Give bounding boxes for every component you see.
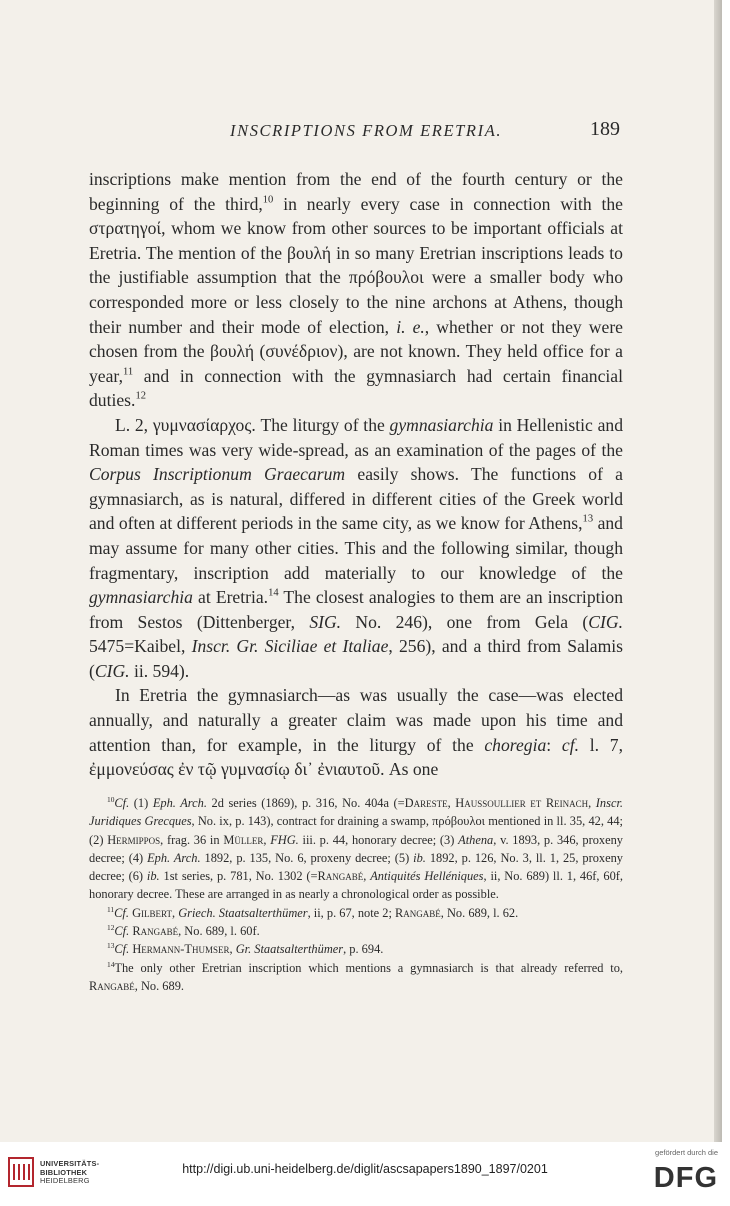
italic-term: ib.	[413, 850, 426, 865]
text-run: were a smaller body who corresponded more or less closely to the nine archons at Athens, though their number and their mode of election,	[89, 267, 623, 337]
text-run: 1892, p. 126, No. 3, ll. 1, 25, proxeny decree; (6)	[89, 850, 624, 884]
viewer-footer	[0, 1142, 730, 1206]
text-run: ,	[588, 796, 596, 810]
author-name: Hermippos	[107, 832, 161, 847]
text-run: inscriptions make mention from the end of the fourth century or the beginning of the third,	[89, 169, 623, 214]
text-run: No. 246), one from Gela (	[341, 611, 589, 632]
text-run: in so many Eretrian inscriptions leads to the justifiable assumption that the	[89, 242, 623, 288]
footnote-12	[89, 922, 623, 940]
text-run: (	[254, 341, 266, 362]
text-run: ,	[229, 942, 236, 957]
author-name: Dareste, Haussoullier et Reinach	[404, 796, 589, 810]
text-run: ), are not known. They held office for a year,	[89, 341, 623, 386]
library-line: BIBLIOTHEK	[40, 1167, 88, 1177]
text-run: . The liturgy of the	[251, 414, 390, 435]
italic-term: Athena	[458, 832, 494, 847]
footnote-ref-14[interactable]: 14	[268, 587, 279, 599]
italic-term: Inscr. Juridiques Grecques	[89, 796, 623, 829]
text-run: , p. 694.	[343, 942, 384, 957]
italic-term: Corpus Inscriptionum Graecarum	[89, 464, 346, 485]
italic-term: ib.	[146, 869, 160, 884]
greek-term: συνέδριον	[265, 341, 338, 362]
author-name: Müller	[223, 832, 264, 847]
italic-term: Cf.	[114, 942, 130, 957]
permalink-url[interactable]: http://digi.ub.uni-heidelberg.de/diglit/ascsapapers1890_1897/0201	[182, 1162, 548, 1176]
text-run: 1st series, p. 781, No. 1302 (=	[159, 869, 318, 884]
text-run: , No. 689, l. 60f.	[178, 924, 260, 939]
text-run: , whom we know from other sources to be important officials at Eretria. The mention of the	[89, 218, 623, 263]
author-name: Gilbert	[132, 905, 172, 920]
running-head	[130, 118, 620, 147]
greek-term: ἐμμονεύσας ἐν τῷ γυμνασίῳ δι᾽ ἐνιαυτοῦ	[89, 759, 381, 780]
text-run: and may assume for many other cities. This and the following similar, though fragmentary, inscription add materially to our knowledge of the	[89, 513, 623, 583]
text-run: ,	[171, 905, 179, 920]
author-name: Rangabé	[317, 869, 364, 884]
greek-term: στρατηγοί	[89, 218, 162, 239]
footnote-ref-10[interactable]: 10	[262, 194, 274, 206]
library-line: UNIVERSITÄTS-	[40, 1159, 100, 1168]
library-line: HEIDELBERG	[40, 1176, 90, 1186]
italic-term: Cf.	[114, 905, 129, 920]
text-run: , No. 689, l. 62.	[440, 905, 519, 920]
footnote-number: 13	[107, 941, 115, 951]
italic-term: gymnasiarchia	[89, 587, 193, 608]
italic-term: i. e.	[396, 316, 425, 337]
text-run: mentioned in ll. 35, 42, 44; (2)	[89, 814, 623, 847]
italic-term: Cf.	[114, 924, 130, 939]
footnote-number: 11	[107, 904, 115, 914]
italic-term: FHG.	[270, 832, 299, 847]
page-number: 189	[590, 118, 620, 140]
greek-term: πρόβουλοι	[348, 267, 424, 288]
text-run: (1)	[129, 796, 153, 810]
text-run: :	[546, 734, 562, 755]
italic-term: Antiquités Helléniques	[370, 869, 484, 884]
footnote-10	[89, 794, 623, 904]
main-text	[89, 167, 623, 782]
page-edge	[714, 0, 722, 1142]
author-name: Rangabé	[132, 924, 179, 939]
text-run: , No. 689.	[134, 978, 184, 993]
text-run: in Hellenistic and Roman times was very wide-spread, as an examination of the pages of the	[89, 414, 623, 460]
text-run: ,	[263, 832, 271, 847]
greek-term: γυμνασίαρχος	[152, 414, 252, 435]
footnote-ref-11[interactable]: 11	[122, 366, 134, 378]
footnote-14	[89, 959, 623, 996]
footnote-ref-13[interactable]: 13	[582, 513, 594, 525]
text-run: ,	[363, 869, 371, 884]
text-run: The closest analogies to them are an inscription from Sestos (Dittenberger,	[89, 587, 623, 632]
dfg-logo: DFG	[653, 1162, 718, 1194]
italic-term: CIG.	[588, 611, 623, 632]
italic-term: gymnasiarchia	[389, 414, 494, 435]
text-run: L. 2,	[115, 414, 153, 435]
text-run: and in connection with the gymnasiarch had certain financial duties.	[89, 365, 623, 411]
text-run: at Eretria.	[192, 587, 269, 608]
italic-term: choregia	[484, 734, 547, 755]
footnote-number: 14	[107, 959, 115, 969]
greek-term: βουλή	[287, 242, 332, 263]
footnote-ref-12[interactable]: 12	[135, 390, 146, 402]
text-run: In Eretria the gymnasiarch—as was usually the case—was elected annually, and naturally a greater claim was made upon his time and attention than, for example, in the liturgy of the	[89, 685, 623, 755]
greek-term: βουλή	[210, 341, 255, 362]
text-run: , frag. 36 in	[160, 832, 224, 847]
text-run: 2d series (1869), p. 316, No. 404a (=	[206, 796, 405, 810]
italic-term: cf.	[561, 734, 580, 755]
paragraph-2	[89, 413, 623, 684]
text-run: in nearly every case in connection with the	[273, 193, 623, 214]
text-run: 5475=Kaibel,	[89, 636, 192, 657]
footnote-13	[89, 940, 623, 958]
italic-term: Gr. Staatsalterthümer	[235, 942, 344, 957]
text-run: l. 7,	[579, 734, 623, 755]
text-run: , ii, No. 689) ll. 1, 46f, 60f, honorary decree. These are arranged in as nearly a chronological order as possible.	[89, 869, 623, 902]
text-run: ii. 594).	[129, 660, 190, 681]
text-run: , ii, p. 67, note 2;	[307, 905, 396, 920]
footnotes	[89, 794, 623, 995]
footnote-number: 12	[107, 922, 115, 932]
text-run: , 256), and a third from Salamis (	[89, 636, 623, 681]
funder-label: gefördert durch die	[655, 1148, 718, 1157]
italic-term: Cf.	[114, 796, 130, 810]
italic-term: Inscr. Gr. Siciliae et Italiae	[191, 636, 389, 657]
paragraph-1	[89, 167, 623, 413]
italic-term: Eph. Arch.	[147, 850, 201, 865]
italic-term: Eph. Arch.	[152, 796, 207, 810]
text-run: , No. ix, p. 143), contract for draining a swamp,	[191, 814, 433, 829]
author-name: Rangabé	[89, 978, 135, 993]
text-run: 1892, p. 135, No. 6, proxeny decree; (5)	[200, 850, 414, 865]
italic-term: Griech. Staatsalterthümer	[178, 905, 308, 920]
author-name: Hermann-Thumser	[132, 942, 230, 957]
text-run: , v. 1893, p. 346, proxeny decree; (4)	[89, 832, 623, 865]
italic-term: SIG.	[309, 611, 342, 632]
text-run: The only other Eretrian inscription which mentions a gymnasiarch is that already referred to,	[114, 960, 623, 975]
author-name: Rangabé	[395, 905, 441, 920]
text-run: easily shows. The functions of a gymnasiarch, as is natural, differed in different cities of the Greek world and often at different periods in the same city, as we know for Athens,	[89, 464, 623, 534]
paragraph-3	[89, 683, 623, 781]
footnote-11	[89, 904, 623, 922]
greek-term: πρόβουλοι	[432, 814, 485, 829]
text-run: , whether or not they were chosen from the	[89, 316, 623, 362]
running-title: INSCRIPTIONS FROM ERETRIA.	[230, 121, 503, 140]
italic-term: CIG.	[94, 660, 130, 681]
text-run: iii. p. 44, honorary decree; (3)	[298, 832, 459, 847]
footnote-number: 10	[107, 794, 115, 804]
text-run: . As one	[380, 759, 439, 780]
